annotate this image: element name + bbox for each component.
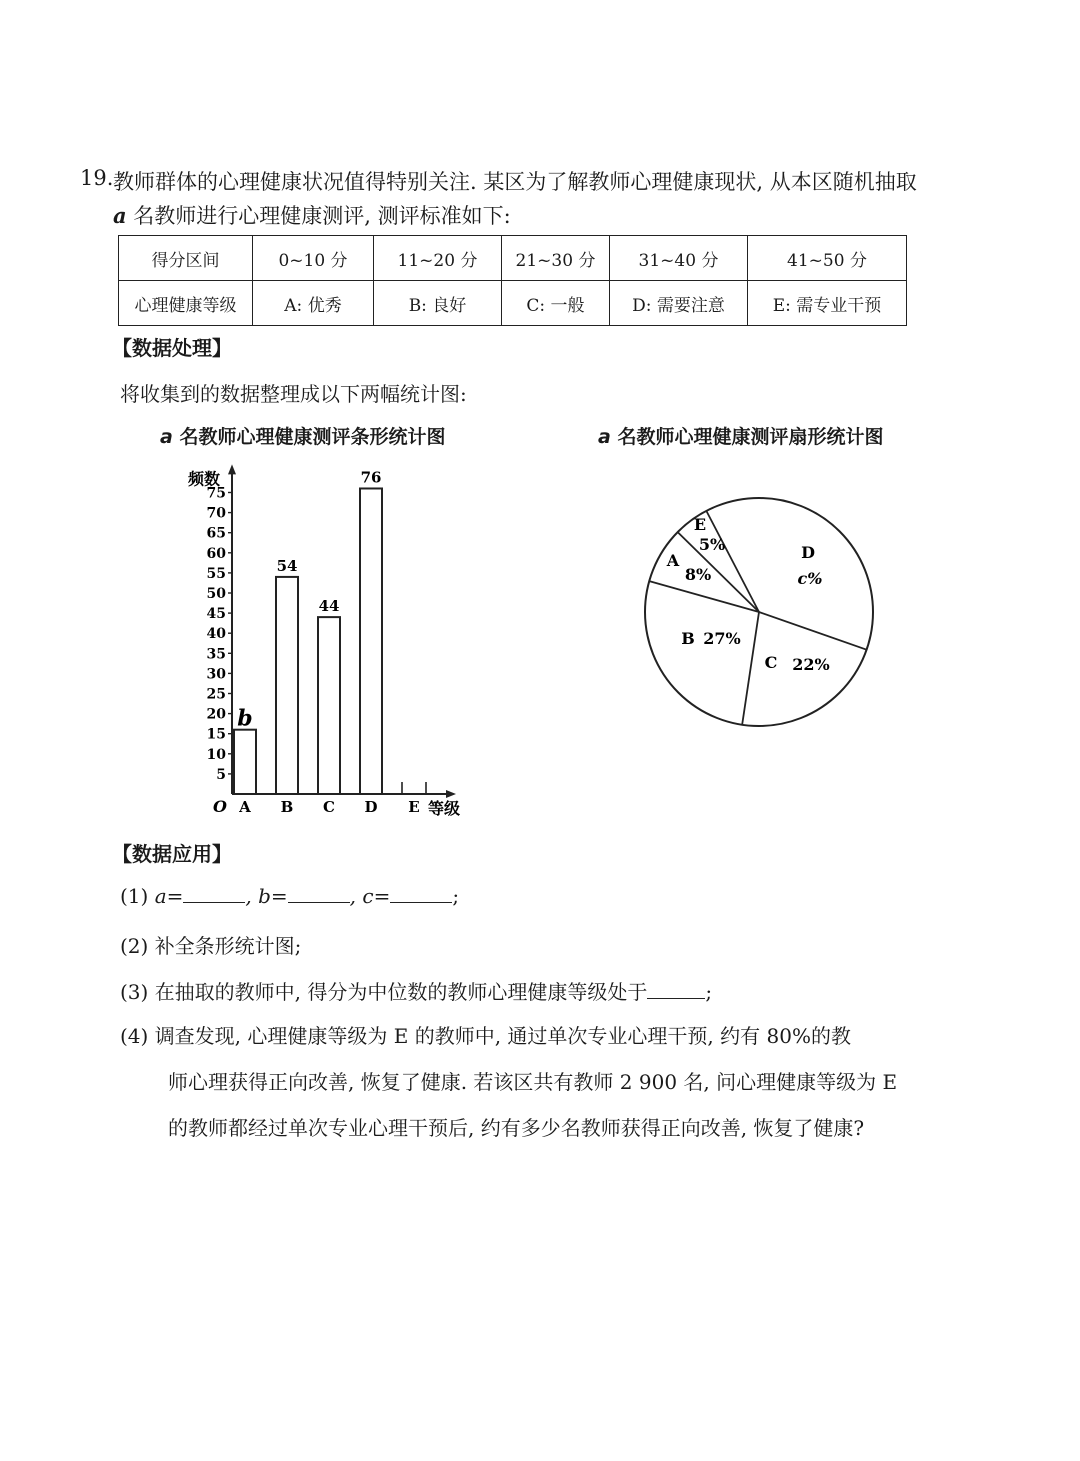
q1-end: ; <box>452 884 460 908</box>
bar-title-text: 名教师心理健康测评条形统计图 <box>179 426 446 448</box>
intro-line2-text: 名教师进行心理健康测评, 测评标准如下: <box>133 204 511 228</box>
blank-b[interactable] <box>288 884 350 903</box>
pie-title-var: a <box>598 426 611 448</box>
q3-text: (3) 在抽取的教师中, 得分为中位数的教师心理健康等级处于 <box>120 980 648 1004</box>
y-tick-label: 25 <box>206 686 226 703</box>
x-axis-label: 等级 <box>428 799 461 818</box>
y-axis-label: 频数 <box>188 469 221 489</box>
pie-percent-D: c% <box>797 569 823 588</box>
y-tick-label: 60 <box>206 545 226 562</box>
bar-label-B: 54 <box>276 556 298 575</box>
question-4-line3: 的教师都经过单次专业心理干预后, 约有多少名教师获得正向改善, 恢复了健康? <box>168 1116 865 1140</box>
question-4-line1: (4) 调查发现, 心理健康等级为 E 的教师中, 通过单次专业心理干预, 约有 80%的教 <box>120 1024 851 1048</box>
question-3 <box>120 976 712 1005</box>
x-tick-label: D <box>364 798 378 816</box>
table-cell: A: 优秀 <box>253 281 374 326</box>
blank-q3[interactable] <box>647 980 705 999</box>
pie-percent-A: 8% <box>684 565 712 584</box>
y-tick-label: 20 <box>206 706 226 723</box>
table-cell: E: 需专业干预 <box>748 281 907 326</box>
bar-label-D: 76 <box>360 468 382 487</box>
pie-title-text: 名教师心理健康测评扇形统计图 <box>617 426 884 448</box>
q1-prefix: (1) <box>120 884 149 908</box>
blank-a[interactable] <box>183 884 245 903</box>
pie-category-C: C <box>764 653 778 672</box>
question-1 <box>120 884 459 908</box>
pie-category-B: B <box>681 629 695 648</box>
q1-a-label: a= <box>154 884 184 908</box>
table-cell: 0~10 分 <box>253 236 374 281</box>
x-tick-label: E <box>408 798 420 816</box>
bar-label-C: 44 <box>318 597 340 616</box>
bar-title-var: a <box>160 426 173 448</box>
pie-category-A: A <box>666 551 680 570</box>
y-tick-label: 35 <box>206 646 226 663</box>
q3-end: ; <box>705 980 713 1004</box>
table-cell: 得分区间 <box>119 236 253 281</box>
y-tick-label: 45 <box>206 606 226 623</box>
question-number: 19. <box>80 166 114 190</box>
var-a: a <box>113 203 127 228</box>
table-cell: 11~20 分 <box>374 236 502 281</box>
y-tick-label: 50 <box>206 586 226 602</box>
x-tick-label: B <box>280 798 294 816</box>
pie-percent-E: 5% <box>698 535 726 554</box>
table-cell: 21~30 分 <box>502 236 610 281</box>
origin-label: O <box>213 797 227 816</box>
y-tick-label: 65 <box>206 525 226 542</box>
section-data-processing: 【数据处理】 <box>112 336 232 360</box>
table-cell: 31~40 分 <box>610 236 748 281</box>
table-cell: D: 需要注意 <box>610 281 748 326</box>
y-tick-label: 70 <box>206 505 226 522</box>
y-tick-label: 15 <box>206 726 226 743</box>
question-4-line2: 师心理获得正向改善, 恢复了健康. 若该区共有教师 2 900 名, 问心理健康等级为 E <box>168 1070 898 1094</box>
x-tick-label: A <box>239 798 251 816</box>
y-tick-label: 75 <box>206 485 226 502</box>
y-tick-label: 55 <box>206 565 226 582</box>
x-tick-label: C <box>323 798 335 816</box>
q1-b-label: , b= <box>245 884 288 908</box>
pie-percent-C: 22% <box>792 655 830 674</box>
bar-label-A: b <box>237 705 253 732</box>
pie-percent-B: 27% <box>703 629 741 648</box>
table-cell: B: 良好 <box>374 281 502 326</box>
table-cell: C: 一般 <box>502 281 610 326</box>
y-tick-label: 10 <box>206 746 226 763</box>
section-data-application: 【数据应用】 <box>112 842 232 866</box>
q1-c-label: , c= <box>349 884 391 908</box>
blank-c[interactable] <box>390 884 452 903</box>
y-tick-label: 5 <box>216 766 226 783</box>
table-cell: 41~50 分 <box>748 236 907 281</box>
table-cell: 心理健康等级 <box>119 281 253 326</box>
pie-category-D: D <box>801 543 815 562</box>
pie-category-E: E <box>693 515 707 534</box>
processing-text: 将收集到的数据整理成以下两幅统计图: <box>120 382 467 406</box>
y-tick-label: 40 <box>206 626 226 643</box>
question-2: (2) 补全条形统计图; <box>120 934 302 958</box>
y-tick-label: 30 <box>206 666 226 683</box>
question-intro-line1: 教师群体的心理健康状况值得特别关注. 某区为了解教师心理健康现状, 从本区随机抽取 <box>113 170 917 194</box>
